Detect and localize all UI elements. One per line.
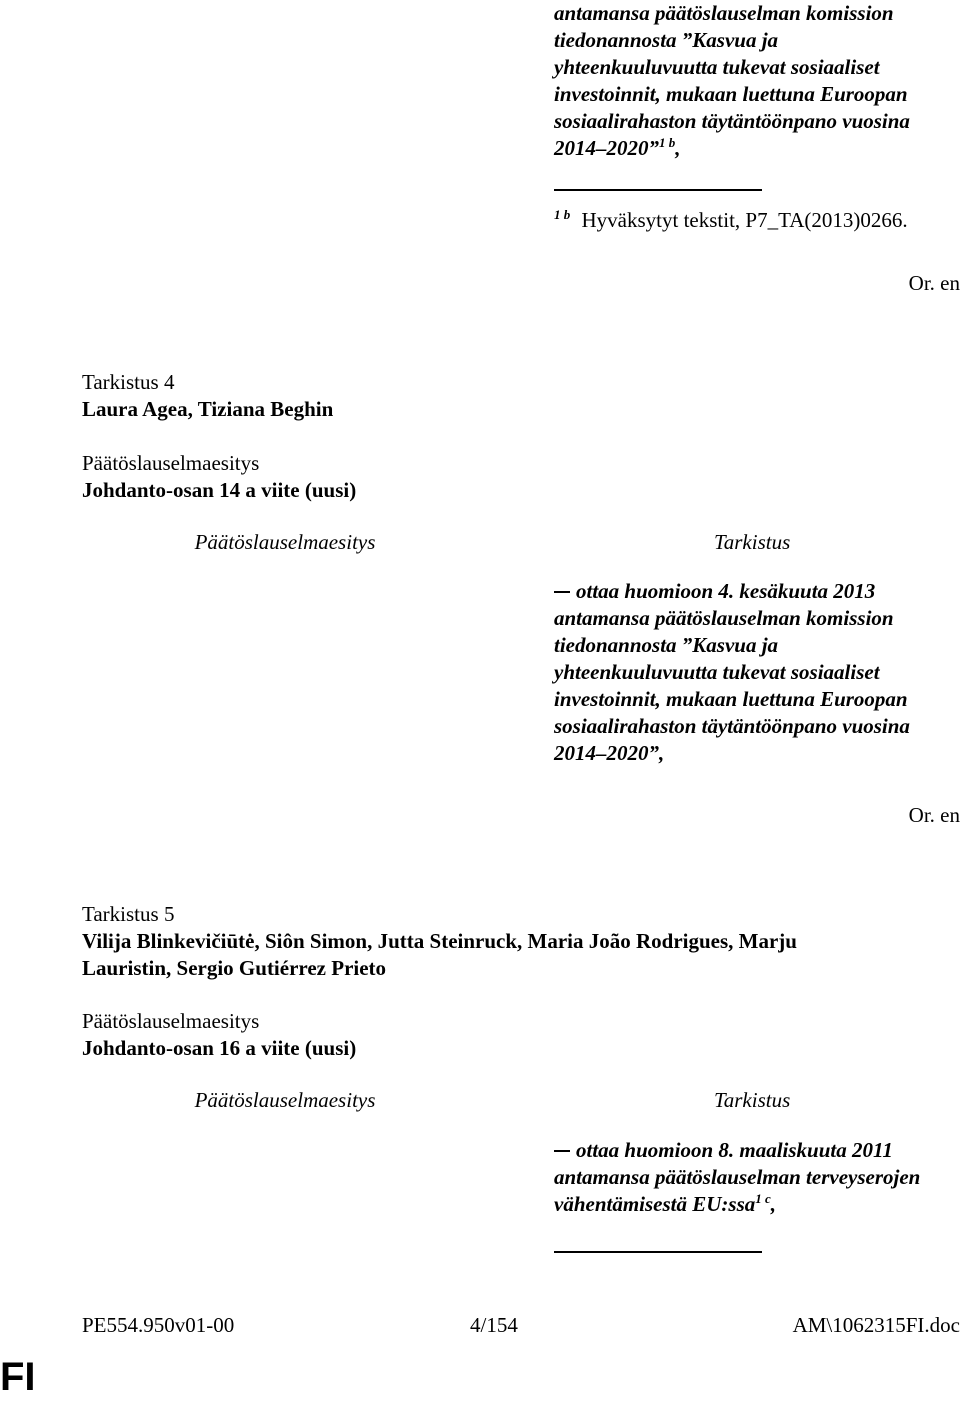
top-fragment-line: yhteenkuuluvuutta tukevat sosiaaliset [554,55,880,79]
footnote-separator [554,1251,762,1253]
column-header-original: Päätöslauselmaesitys [194,1088,376,1112]
amendment-authors: Laura Agea, Tiziana Beghin [82,397,334,421]
footer-document-number: PE554.950v01-00 [82,1313,235,1337]
amendment-text-line: antamansa päätöslauselman terveyserojen [554,1165,921,1189]
amendment-text-line: yhteenkuuluvuutta tukevat sosiaaliset [554,660,880,684]
amendment-location: Johdanto-osan 16 a viite (uusi) [82,1036,357,1060]
language-code: FI [0,1355,36,1399]
top-fragment-line: tiedonannosta ”Kasvua ja [554,28,779,52]
column-header-amendment: Tarkistus [714,1088,791,1112]
footnote-reference: 1 c [755,1191,771,1206]
amendment-heading: Tarkistus 4 [82,370,175,394]
top-fragment-line: sosiaalirahaston täytäntöönpano vuosina [554,109,910,133]
amendment-text-line: ottaa huomioon 4. kesäkuuta 2013 [554,578,960,605]
top-fragment-line: antamansa päätöslauselman komission [554,1,894,25]
amendment-text-line: investoinnit, mukaan luettuna Euroopan [554,687,908,711]
dash [554,1150,570,1152]
column-header-original: Päätöslauselmaesitys [194,530,376,554]
footer-page-number: 4/154 [470,1313,518,1337]
amendment-heading: Tarkistus 5 [82,902,175,926]
top-fragment-line: investoinnit, mukaan luettuna Euroopan [554,82,908,106]
footnote-text: Hyväksytyt tekstit, P7_TA(2013)0266. [581,208,908,232]
amendment-text [554,578,960,767]
original-language-label: Or. en [908,803,960,827]
dash [554,591,570,593]
amendment-text-line: sosiaalirahaston täytäntöönpano vuosina [554,714,910,738]
top-fragment [554,0,960,162]
footnote-marker: 1 b [554,207,571,222]
amendment-text-line: vähentämisestä EU:ssa$^{1 c}$, [554,1191,777,1216]
footnote-separator [554,189,762,191]
top-fragment-last-line: 2014–2020”$^{1 b}$, [554,135,681,160]
document-type: Päätöslauselmaesitys [82,1009,260,1033]
column-header-amendment: Tarkistus [714,530,791,554]
amendment-location: Johdanto-osan 14 a viite (uusi) [82,478,357,502]
footnote-1b [554,207,960,234]
amendment-text-line: 2014–2020”, [554,741,665,765]
amendment-text-line: antamansa päätöslauselman komission [554,606,894,630]
original-language-label: Or. en [908,271,960,295]
amendment-text-line: tiedonannosta ”Kasvua ja [554,633,779,657]
amendment-text [554,1137,960,1218]
document-type: Päätöslauselmaesitys [82,451,260,475]
amendment-text-line: ottaa huomioon 8. maaliskuuta 2011 [554,1137,960,1164]
amendment-authors: Vilija Blinkevičiūtė, Siôn Simon, Jutta Steinruck, Maria João Rodrigues, Marju Lauristin, Sergio Gutiérrez Prieto [82,929,797,980]
footer-file-reference: AM\1062315FI.doc [792,1313,960,1337]
footnote-reference: 1 b [659,135,676,150]
